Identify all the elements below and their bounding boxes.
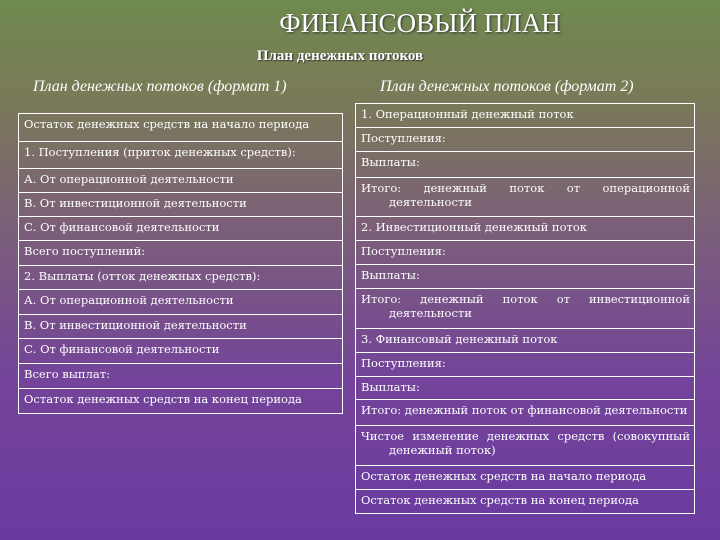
page-title: ФИНАНСОВЫЙ ПЛАН xyxy=(279,8,561,38)
table-row: Поступления: xyxy=(356,353,694,377)
table-row: Выплаты: xyxy=(356,152,694,178)
format1-heading: План денежных потоков (формат 1) xyxy=(33,78,287,95)
table-row: Поступления: xyxy=(356,241,694,265)
table-row: 3. Финансовый денежный поток xyxy=(356,329,694,353)
table-row-multiline xyxy=(356,426,694,466)
row-line: Итого: денежный поток от инвестиционной xyxy=(361,292,690,306)
row-line: деятельности xyxy=(389,306,472,320)
table-row: Поступления: xyxy=(356,128,694,152)
table-row: Остаток денежных средств на конец периода xyxy=(24,392,302,406)
table-row: А. От операционной деятельности xyxy=(19,290,342,315)
table-row: 1. Поступления (приток денежных средств): xyxy=(19,142,342,169)
table-row: Выплаты: xyxy=(356,265,694,289)
table-row: В. От инвестиционной деятельности xyxy=(19,315,342,339)
row-line: денежный поток) xyxy=(389,443,496,457)
table-row: 2. Инвестиционный денежный поток xyxy=(356,217,694,241)
table-row: С. От финансовой деятельности xyxy=(19,339,342,364)
table-row: 2. Выплаты (отток денежных средств): xyxy=(19,266,342,290)
format2-table xyxy=(355,103,695,514)
table-row: Выплаты: xyxy=(356,377,694,400)
table-row: С. От финансовой деятельности xyxy=(19,217,342,241)
page-subtitle: План денежных потоков xyxy=(256,48,424,64)
row-line: Чистое изменение денежных средств (совокупный xyxy=(361,429,690,443)
table-row: Остаток денежных средств на конец периода xyxy=(361,493,639,507)
table-row: Остаток денежных средств на начало периода xyxy=(356,466,694,490)
table-row-multiline xyxy=(356,178,694,217)
table-row: В. От инвестиционной деятельности xyxy=(19,193,342,217)
table-row: А. От операционной деятельности xyxy=(19,169,342,193)
table-row: Итого: денежный поток от финансовой деятельности xyxy=(356,400,694,426)
format2-heading: План денежных потоков (формат 2) xyxy=(380,78,634,95)
table-row: Остаток денежных средств на начало периода xyxy=(19,114,342,142)
table-row: Всего поступлений: xyxy=(19,241,342,266)
format1-table xyxy=(18,113,343,414)
row-line: деятельности xyxy=(389,195,472,209)
table-row: 1. Операционный денежный поток xyxy=(356,104,694,128)
table-row: Всего выплат: xyxy=(19,364,342,389)
table-row-multiline xyxy=(356,289,694,329)
row-line: Итого: денежный поток от операционной xyxy=(361,181,690,195)
